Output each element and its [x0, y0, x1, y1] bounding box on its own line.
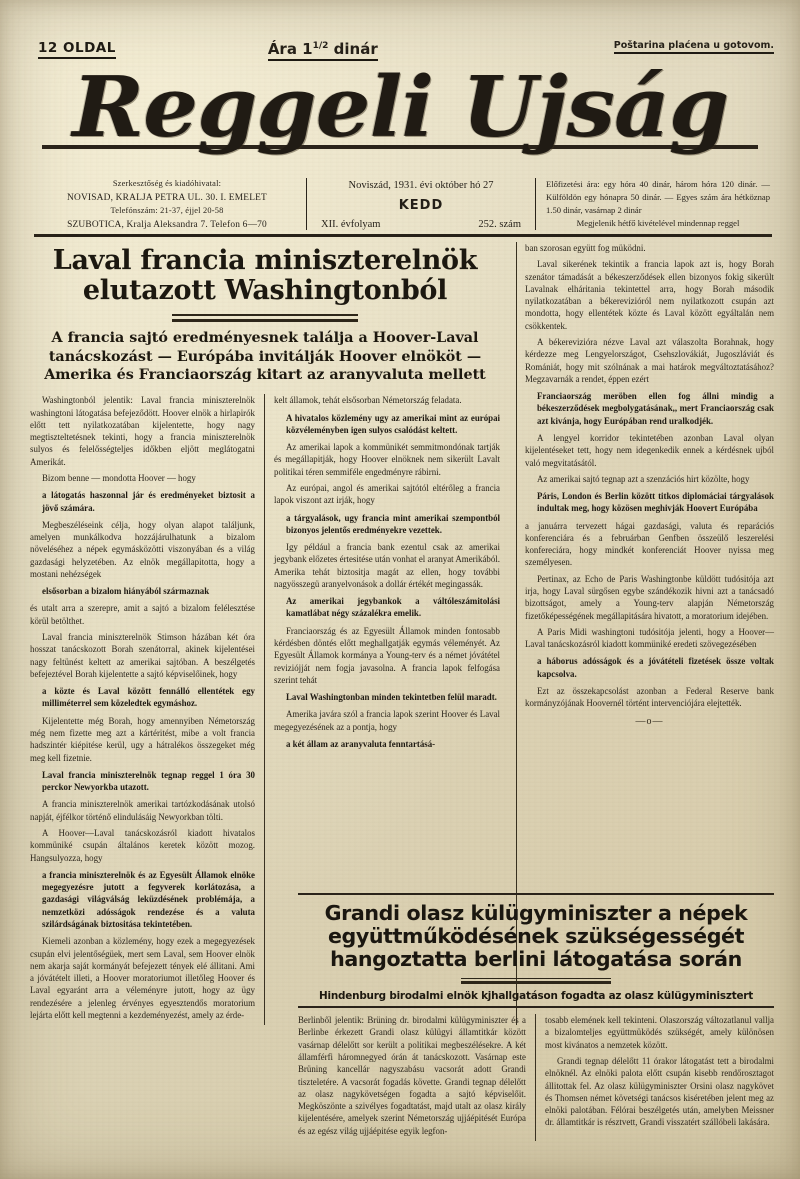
article2-top-rule	[298, 893, 774, 895]
article1-end-separator: —o—	[635, 715, 664, 727]
article1-col2-paragraph: Az amerikai lapok a kommünikét semmitmondónak tartják és megállapitják, hogy Hoover elnöknek nem sikerült Lavalt politikai téren semmiféle engedményre rábirni.	[274, 442, 500, 477]
article1-col1-pullquote: a francia miniszterelnök és az Egyesült Államok elnöke megegyezésre jutott a fegyverek korlátozása, a gazdasági világválság leküzdésének problémája, a nemzetközi adósságok rendezése és a valuta szilárdságának biztositása tekintetében.	[42, 869, 255, 929]
office-line-2: NOVISAD, KRALJA PETRA UL. 30. I. EMELET	[67, 192, 267, 203]
article2-mid-rule	[298, 1006, 774, 1008]
article1-col3-paragraph: a januárra tervezett hágai gazdasági, valuta és reparációs konferenciára és a februárban Genfben összeülő leszerelési konfereciára, hogy mindkét konferenciát Hoover nyissa meg személyesen.	[525, 520, 774, 568]
page-number: 12 OLDAL	[38, 40, 116, 59]
article1-col1-paragraph: A Hoover—Laval tanácskozásról kiadott hivatalos kommüniké csupán általános keretek között mozog. Hangsulyozza, hogy	[30, 827, 255, 863]
masthead-title: Reggeli Ujság	[72, 58, 728, 156]
article2-headline-rule	[461, 978, 611, 984]
masthead	[0, 58, 800, 156]
article1-col1-paragraph: Kiemeli azonban a közlemény, hogy ezek a megegyezések csupán elvi jelentőségüek, mert sem Laval, sem Hoover elnök nem akarja saját kormányát befejezett tények elé állitani. Ami a jóvátételt illeti, a Hoover moratoriumot illetőleg Hoover és Laval egyaránt arra a véleményre jutott, hogy az ügy rendezésére a jelenleg érvényes egyesztendős moratorium lejárta előtt kell megtenni a kezdeményezést, amely az érde-	[30, 936, 255, 1020]
article1-col2-paragraph: Franciaország és az Egyesült Államok minden fontosabb kérdésben döntés előtt meghallgatják egymás véleményét. Az Egyesült Államok kormánya a Young-terv és a német jóvátétel reviziójját nem fogja javasolna. A francia lapok felfogása szerint tehát	[274, 625, 500, 685]
article1-col2-paragraph: Az európai, angol és amerikai sajtótól eltérőleg a francia lapok viszont azt irják, hogy	[274, 482, 500, 506]
article1-col3-paragraph: Ezt az összekapcsolást azonban a Federal Reserve bank kormányzójának Hoovernél történt intervenciójára elejtették.	[525, 686, 774, 709]
article1-deck: A francia sajtó eredményesnek találja a Hoover-Laval tanácskozást — Európába invitálják Hoover elnököt — Amerika és Franciaország kitart az aranyvaluta mellett	[44, 330, 486, 383]
issue-volume: XII. évfolyam	[321, 218, 381, 230]
issue-number: 252. szám	[478, 218, 521, 230]
article2-col2-paragraph: Grandi tegnap délelőtt 11 órakor látogatást tett a birodalmi elnöknél. Az elnöki palota előtt csupán kisebb rendőrosztagot állitottak fel. Az olasz külügyminiszter Orsini olasz nagykövet és Thomsen német követségi tanácsos kiséretében jelent meg az elnöki palotában. Félórai beszélgetés után, amelyben Meissner dr. államtitkár is résztvett, Grandi visszatért szállóbeli lakására.	[545, 1056, 774, 1128]
article1-col3-paragraph: ban szorosan együtt fog müködni.	[525, 243, 646, 253]
article1-col2-paragraph: Amerika javára szól a francia lapok szerint Hoover és Laval megegyezésének az a pontja, hogy	[274, 709, 500, 732]
editorial-office-info	[36, 178, 307, 230]
article1-col2-pullquote: Laval Washingtonban minden tekintetben felül maradt.	[286, 692, 497, 703]
article1-col1-paragraph: Megbeszéléseink célja, hogy olyan alapot találjunk, amelyen munkálkodva hozzájárulhatunk a bizalom növeléséhez a népek egymásközötti viszonyában és a világ gazdasági helyzetében. Az elnök megállapitotta, hogy a mostani nehézségek	[30, 519, 255, 579]
article1-col1-paragraph: Kijelentette még Borah, hogy amennyiben Németország még nem fizette meg azt a kártéritést, mibe a volt francia hadszintér kiépitése kerül, ugy a hátralékos összegeket még meg kell fizetnie.	[30, 715, 255, 763]
postage-notice: Poštarina plaćena u gotovom.	[614, 40, 774, 54]
article2-col1-paragraph: Berlinből jelentik: Brüning dr. birodalmi külügyminiszter és a Berlinbe érkezett Grandi olasz külügyi államtitkár között vasárnap délelőtt sor került a politikai megbeszélésekre. A két államférfi háromnegyed órán át tanácskozott. Vasárnap este Brüning kancellár nagyszabásu vacsorát adott Grandi tiszteletére. A vacsorát fogadás követte. Grandi tegnap délelőtt az olasz nagykövetségen fogadta a sajtó képviselőit. Megköszönte a szivélyes fogadtatást, majd utalt az olasz király kijelentésére, amelyek szerint Németország ujjáépitését Európa és az egész világ ujjáépitése egyik legfon-	[298, 1015, 526, 1136]
article1-col1-pullquote: a látogatás haszonnal jár és eredményeket biztosit a jövő számára.	[42, 490, 255, 513]
office-line-3: Telefónszám: 21-37, éjjel 20-58	[110, 206, 224, 216]
article1-col1-pullquote: Laval francia miniszterelnök tegnap reggel 1 óra 30 perckor Newyorkba utazott.	[42, 769, 255, 793]
article1-col2-pullquote: a két állam az aranyvaluta fenntartásá-	[286, 739, 436, 750]
article1-col2-pullquote: a tárgyalások, ugy francia mint amerikai szempontból bizonyos jelentős eredményekre vezettek.	[286, 512, 500, 535]
article1-col3-paragraph: A békerevizióra nézve Laval azt válaszolta Borahnak, hogy kérdezze meg Lengyelországot, Csehszlovákiát, Jugoszláviát és Romániát, hogy mit szólnának a mai határok megváltoztatásához? Megzavarnák a rendet, éppen ezért	[525, 336, 774, 384]
subscription-info	[536, 178, 770, 230]
headline-rule	[172, 314, 358, 322]
price-fraction: 1/2	[312, 41, 329, 51]
article1-col2-pullquote: Az amerikai jegybankok a váltóleszámitolási kamatlábat négy százalékra emelik.	[286, 596, 500, 619]
article1-col3-paragraph: A Paris Midi washingtoni tudósitója jelenti, hogy a Hoover—Laval tanácskozásról kiadott kommüniké eredeti szövegezésében	[525, 626, 774, 650]
article1-col3-paragraph: Az amerikai sajtó tegnap azt a szenzációs hirt közölte, hogy	[537, 473, 750, 484]
price-label: Ára 1	[267, 40, 313, 58]
issue-date: Noviszád, 1931. évi október hó 27	[348, 180, 494, 191]
article1-col3-paragraph: A lengyel korridor tekintetében azonban Laval olyan kijelentéseket tett, hogy nem idegenkedik ennek a kérdésnek ujból való megvitatásától.	[525, 432, 774, 468]
article1-col2-paragraph: Igy például a francia bank ezentul csak az amerikai jegybank előzetes értesitése után vonhat el aranyat Amerikából. Amerika tehát biztositja magát az ellen, hogy további nagyösszegü aranyelvonások a dollár értékét megingassák.	[274, 542, 500, 589]
article1-col1-paragraph: A francia miniszterelnök amerikai tartózkodásának utolsó napját, éjfélkor történő elindulásáig Newyorkban tölti.	[30, 799, 255, 822]
article1-col1-pullquote: elsősorban a bizalom hiányából származnak	[42, 586, 210, 597]
article1-column-1	[30, 394, 265, 1025]
publication-frequency: Megjelenik hétfő kivételével mindennap reggel	[576, 218, 740, 229]
article2-subdeck: Hindenburg birodalmi elnök kjhallgatáson fogadta az olasz külügyminisztert	[318, 990, 754, 1003]
publication-info-bar	[36, 178, 770, 230]
article2	[298, 893, 774, 1141]
article1-headline: Laval francia miniszterelnök elutazott Washingtonból	[52, 245, 478, 306]
office-line-1: Szerkesztőség és kiadóhivatal:	[112, 179, 222, 188]
article2-headline: Grandi olasz külügyminiszter a népek együttműködésének szükségességét hangoztatta berlini látogatása során	[324, 901, 748, 972]
article1-col3-paragraph: Laval sikerének tekintik a francia lapok azt is, hogy Borah szenátor támadását a békeszerződések ellen bizonyos fokig sikerült Lavalnak elháritania tekintettel arra, hogy Borah második nyilatkozatában a békerevizióról nem nyilatkozott csupán azt mondotta, hogy ellentétek közte és Laval között egyáltalán nem csökkentek.	[525, 259, 774, 331]
article1-col1-paragraph: Laval francia miniszterelnök Stimson házában két óra hosszat tanácskozott Borah szenátorral, akinek kijelentései nagy feltünést keltett az amerikai sajtóban. A beszélgetés befejeztével Borah kijelentette a sajtó képviselőinek, hogy	[30, 632, 255, 679]
article2-columns	[298, 1014, 774, 1141]
article2-column-2	[536, 1014, 774, 1141]
article1-col1-pullquote: a közte és Laval között fennálló ellentétek egy milliméterrel sem közeledtek egymáshoz.	[42, 686, 255, 709]
article2-column-1	[298, 1014, 536, 1141]
price-currency: dinár	[328, 40, 378, 58]
article1-col2-pullquote: A hivatalos közlemény ugy az amerikai mint az európai közvéleményben igen sulyos csalódást keltett.	[286, 412, 500, 435]
issue-info	[307, 178, 536, 230]
article1-col1-paragraph: Washingtonból jelentik: Laval francia miniszterelnök washingtoni látogatása befejeződött. Hoover elnök a hirlapirók előtt tett nyilatkozatában kijelentette, hogy nagy megtiszteltetésnek tekinti, hogy a francia miniszterelnök sulyos és felelősségteljes időkben eljött meglátogatni Amerikát.	[30, 395, 255, 467]
article2-col2-paragraph: tosabb elemének kell tekinteni. Olaszország változatlanul vallja a bizalomteljes együttmüködés szükségét, amely különösen most kivánatos a nemzetek között.	[545, 1015, 774, 1050]
article1-col1-paragraph: Bizom benne — mondotta Hoover — hogy	[42, 472, 196, 483]
article1-col3-paragraph: Pertinax, az Echo de Paris Washingtonbe küldött tudósitója azt irja, hogy Laval sürgősen egybe szándékozik hivni azt a tanácsadó bizottságot, amely a Young-terv alapján Németország fizetőképességének megállapitására hivatott, a moratorium idejében.	[525, 573, 774, 621]
article1-col3-pullquote: Páris, London és Berlin között titkos diplomáciai tárgyalások indultak meg, hogy közösen meghivják Hoovert Európába	[537, 491, 774, 514]
office-line-4: SZUBOTICA, Kralja Aleksandra 7. Telefon 6—70	[67, 219, 267, 230]
article1-col1-paragraph: és utalt arra a szerepre, amit a sajtó a bizalom felélesztése körül betölthet.	[30, 603, 255, 626]
article1-col3-pullquote: a háborus adósságok és a jóvátételi fizetések össze voltak kapcsolva.	[537, 656, 774, 679]
article1-col3-pullquote: Franciaország meröben ellen fog állni mindig a békeszerződések megbolygatásának,, mert Franciaország csak azt kivánja, hogy Európában rend uralkodjék.	[537, 391, 774, 426]
infobar-rule	[34, 234, 772, 237]
issue-weekday: KEDD	[398, 197, 444, 213]
subscription-rates: Előfizetési ára: egy hóra 40 dinár, három hóra 120 dinár. — Külföldön egy hónapra 50 dinár. — Egyes szám ára hétköznap 1.50 dinár, vasárnap 2 dinár	[546, 179, 770, 216]
article1-col2-paragraph: kelt államok, tehát elsősorban Németország feladata.	[274, 395, 462, 406]
